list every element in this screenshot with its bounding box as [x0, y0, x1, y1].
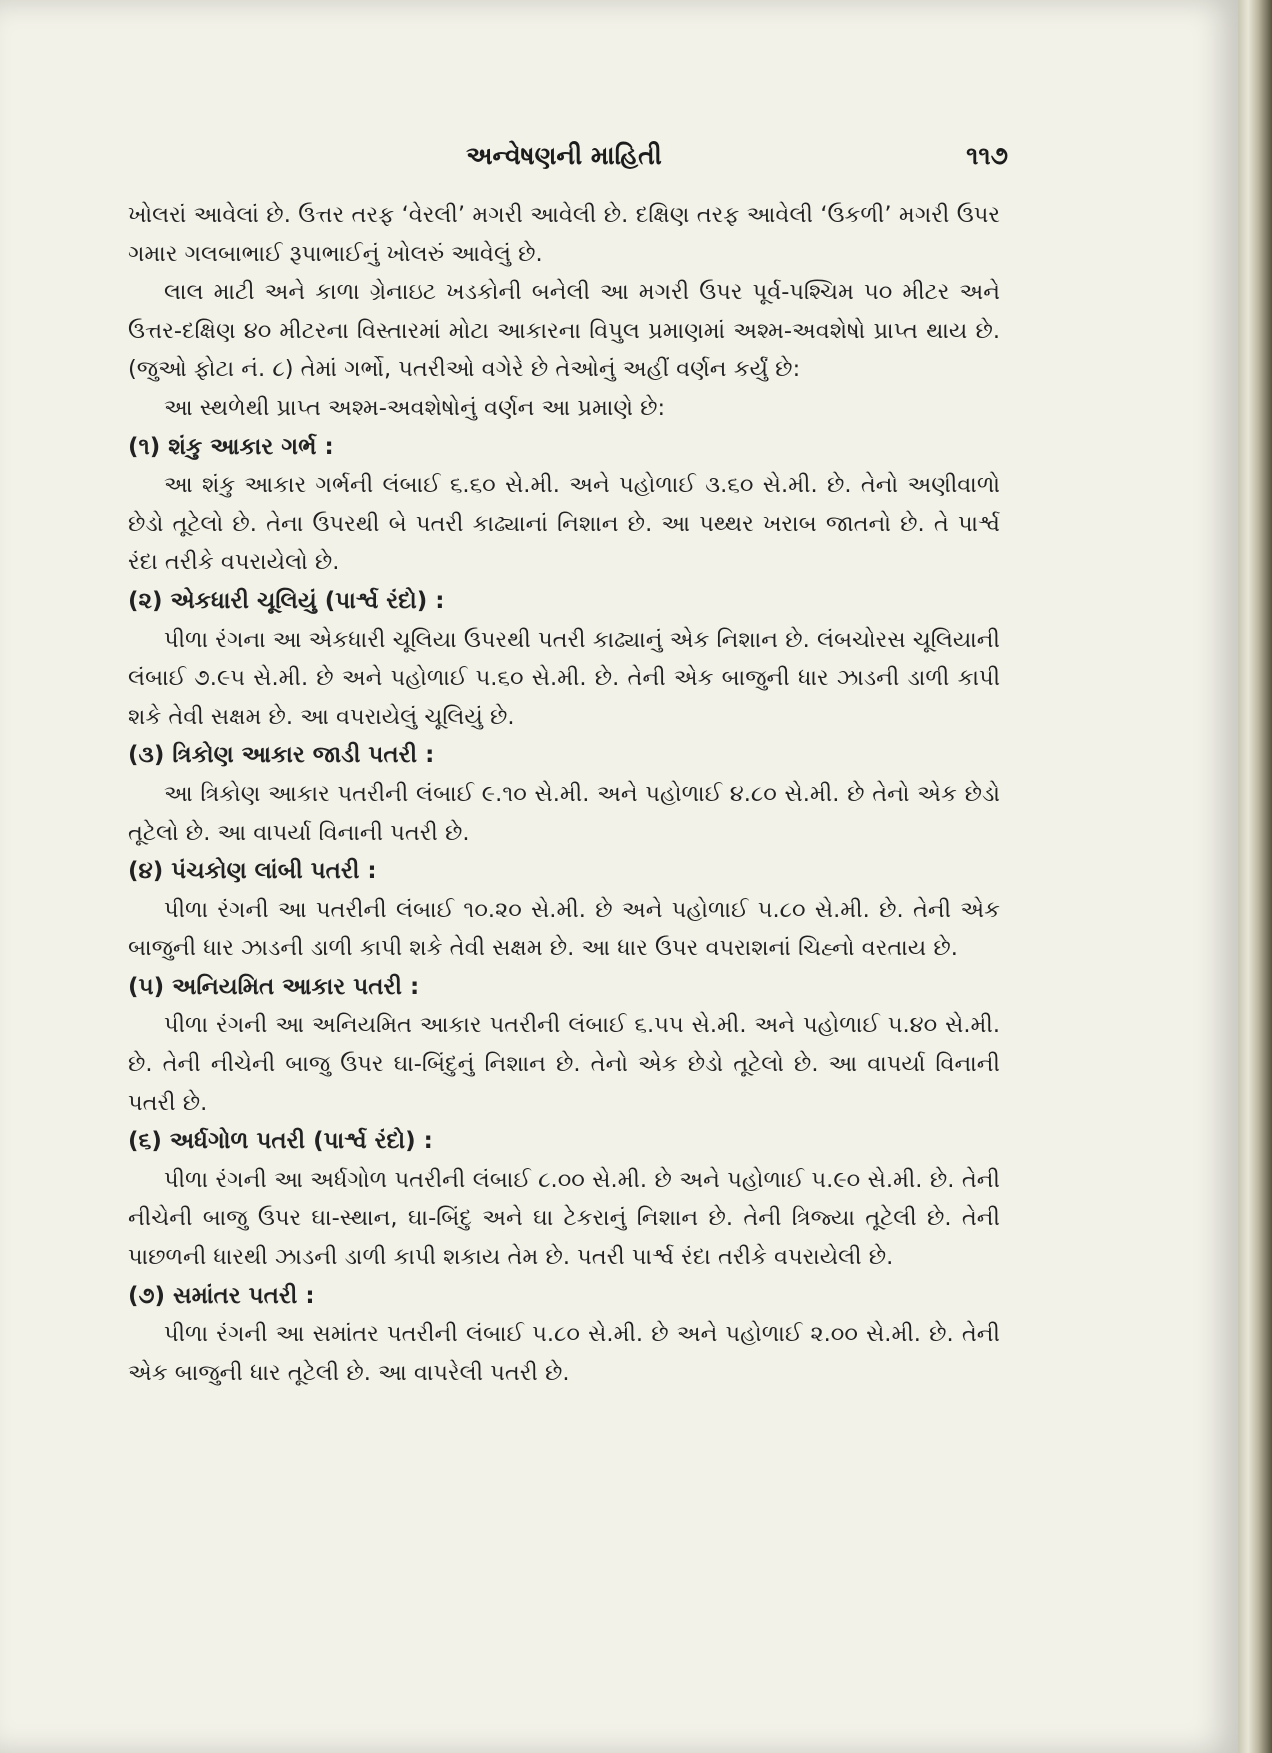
item-text-1: આ શંકુ આકાર ગર્ભની લંબાઈ ૬.૬૦ સે.મી. અને પહોળાઈ ૩.૬૦ સે.મી. છે. તેનો અણીવાળો છેડો તૂટેલો છે. તેના ઉપરથી બે પતરી કાઢ્યાનાં નિશાન છે. આ પથ્થર ખરાબ જાતનો છે. તે પાર્શ્વ રંદા તરીકે વપરાયેલો છે. — [128, 472, 1000, 576]
item-text-6: પીળા રંગની આ અર્ધગોળ પતરીની લંબાઈ ૮.૦૦ સે.મી. છે અને પહોળાઈ ૫.૯૦ સે.મી. છે. તેની નીચેની બાજુ ઉપર ઘા-સ્થાન, ઘા-બિંદુ અને ઘા ટેકરાનું નિશાન છે. તેની ત્રિજ્યા તૂટેલી છે. તેની પાછળની ધારથી ઝાડની ડાળી કાપી શકાય તેમ છે. પતરી પાર્શ્વ રંદા તરીકે વપરાયેલી છે. — [128, 1166, 1000, 1271]
paragraph-intro-2: લાલ માટી અને કાળા ગ્રેનાઇટ ખડકોની બનેલી આ મગરી ઉપર પૂર્વ-પશ્ચિમ ૫૦ મીટર અને ઉત્તર-દક્ષિણ ૪૦ મીટરના વિસ્તારમાં મોટા આકારના વિપુલ પ્રમાણમાં અશ્મ-અવશેષો પ્રાપ્ત થાય છે. (જુઓ ફોટા નં. ૮) તેમાં ગર્ભો, પતરીઓ વગેરે છે તેઓનું અહીં વર્ણન કર્યું છે: — [128, 279, 1000, 383]
page-number: ૧૧૭ — [966, 141, 1008, 170]
running-title: અન્વેષણની માહિતી — [466, 141, 662, 170]
item-text-2: પીળા રંગના આ એકધારી ચૂલિયા ઉપરથી પતરી કાઢ્યાનું એક નિશાન છે. લંબચોરસ ચૂલિયાની લંબાઈ ૭.૯૫ સે.મી. છે અને પહોળાઈ ૫.૬૦ સે.મી. છે. તેની એક બાજુની ધાર ઝાડની ડાળી કાપી શકે તેવી સક્ષમ છે. આ વપરાયેલું ચૂલિયું છે. — [128, 626, 1000, 730]
item-text-3: આ ત્રિકોણ આકાર પતરીની લંબાઈ ૯.૧૦ સે.મી. અને પહોળાઈ ૪.૮૦ સે.મી. છે તેનો એક છેડો તૂટેલો છે. આ વાપર્યા વિનાની પતરી છે. — [128, 780, 1000, 846]
paragraph-intro-1: ખોલરાં આવેલાં છે. ઉત્તર તરફ ‘વેરલી’ મગરી આવેલી છે. દક્ષિણ તરફ આવેલી ‘ઉકળી’ મગરી ઉપર ગમાર ગલબાભાઈ રૂપાભાઈનું ખોલરું આવેલું છે. — [128, 202, 1000, 267]
item-heading-3: (૩) ત્રિકોણ આકાર જાડી પતરી : — [128, 742, 435, 769]
item-text-5: પીળા રંગની આ અનિયમિત આકાર પતરીની લંબાઈ ૬.૫૫ સે.મી. અને પહોળાઈ ૫.૪૦ સે.મી. છે. તેની નીચેની બાજુ ઉપર ઘા-બિંદુનું નિશાન છે. તેનો એક છેડો તૂટેલો છે. આ વાપર્યા વિનાની પતરી છે. — [128, 1012, 1000, 1116]
item-heading-7: (૭) સમાંતર પતરી : — [128, 1282, 315, 1309]
paragraph-intro-3: આ સ્થળેથી પ્રાપ્ત અશ્મ-અવશેષોનું વર્ણન આ પ્રમાણે છે: — [164, 394, 666, 421]
item-heading-1: (૧) શંકુ આકાર ગર્ભ : — [128, 433, 334, 460]
item-heading-4: (૪) પંચકોણ લાંબી પતરી : — [128, 858, 377, 885]
item-heading-6: (૬) અર્ધગોળ પતરી (પાર્શ્વ રંદો) : — [128, 1128, 433, 1155]
page-header — [120, 141, 1008, 181]
item-text-4: પીળા રંગની આ પતરીની લંબાઈ ૧૦.૨૦ સે.મી. છે અને પહોળાઈ ૫.૮૦ સે.મી. છે. તેની એક બાજુની ધાર ઝાડની ડાળી કાપી શકે તેવી સક્ષમ છે. આ ધાર ઉપર વપરાશનાં ચિહ્નો વરતાય છે. — [128, 896, 1000, 962]
item-text-7: પીળા રંગની આ સમાંતર પતરીની લંબાઈ ૫.૮૦ સે.મી. છે અને પહોળાઈ ૨.૦૦ સે.મી. છે. તેની એક બાજુની ધાર તૂટેલી છે. આ વાપરેલી પતરી છે. — [128, 1321, 1000, 1386]
item-heading-2: (૨) એકધારી ચૂલિયું (પાર્શ્વ રંદો) : — [128, 587, 445, 614]
item-heading-5: (૫) અનિયમિત આકાર પતરી : — [128, 973, 420, 1000]
page-edge — [1238, 0, 1272, 1753]
body-text — [128, 196, 1000, 1392]
